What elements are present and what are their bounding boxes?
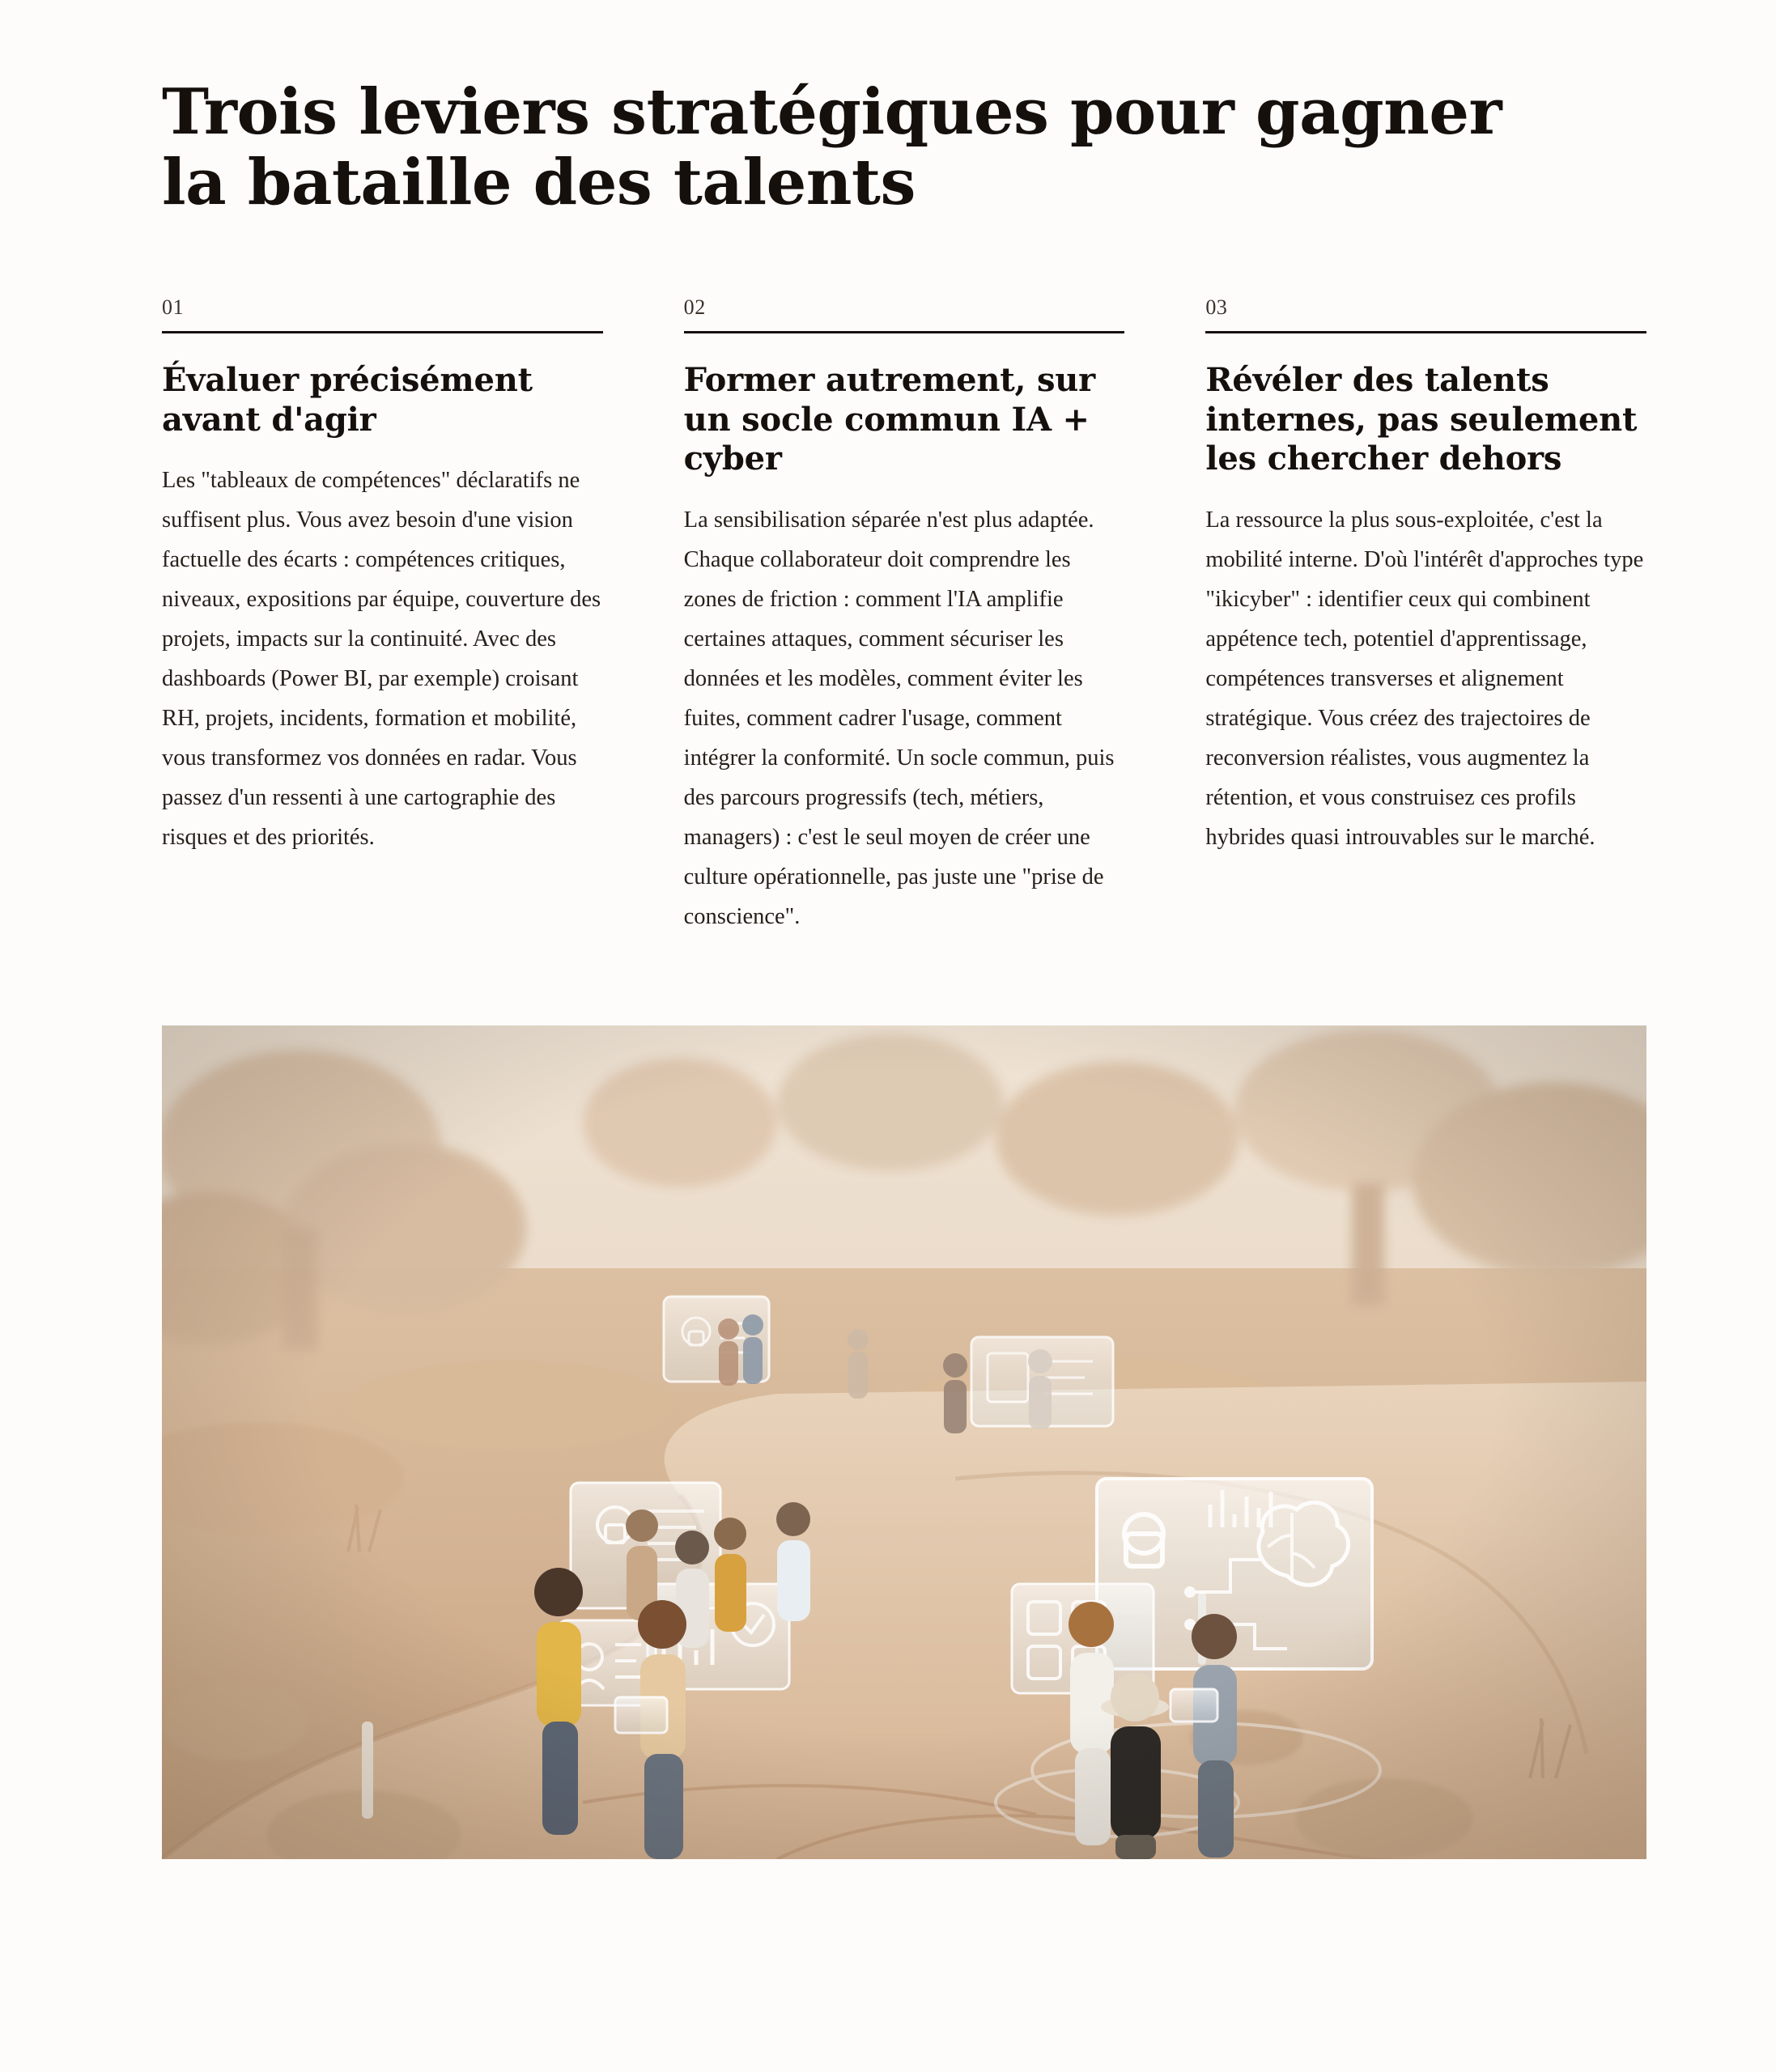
illustration-figure bbox=[162, 1025, 1646, 1859]
column-divider bbox=[684, 331, 1125, 333]
column-03 bbox=[1205, 295, 1646, 858]
three-column-layout bbox=[162, 295, 1646, 937]
column-body: La ressource la plus sous-exploitée, c'est la mobilité interne. D'où l'intérêt d'approches type "ikicyber" : identifier ceux qui combinent appétence tech, potentiel d'apprentissage, compétences transverses et alignement stratégique. Vous créez des trajectoires de reconversion réalistes, vous augmentez la rétention, et vous construisez ces profils hybrides quasi introuvables sur le marché. bbox=[1205, 507, 1644, 851]
column-01 bbox=[162, 295, 603, 858]
column-number: 03 bbox=[1205, 295, 1228, 319]
page-title: Trois leviers stratégiques pour gagner la bataille des talents bbox=[162, 75, 1502, 220]
illustration-image bbox=[162, 1025, 1646, 1859]
column-02 bbox=[684, 295, 1125, 937]
column-title: Former autrement, sur un socle commun IA + cyber bbox=[683, 360, 1096, 478]
column-number: 01 bbox=[162, 295, 185, 319]
column-divider bbox=[1205, 331, 1646, 333]
column-title: Révéler des talents internes, pas seulement les chercher dehors bbox=[1205, 360, 1638, 478]
column-divider bbox=[162, 331, 603, 333]
column-body: Les "tableaux de compétences" déclaratifs ne suffisent plus. Vous avez besoin d'une vision factuelle des écarts : compétences critiques, niveaux, expositions par équipe, couverture des projets, impacts sur la continuité. Avec des dashboards (Power BI, par exemple) croisant RH, projets, incidents, formation et mobilité, vous transformez vos données en radar. Vous passez d'un ressenti à une cartographie des risques et des priorités. bbox=[162, 468, 601, 851]
column-title: Évaluer précisément avant d'agir bbox=[162, 360, 533, 439]
column-number: 02 bbox=[683, 295, 706, 319]
column-body: La sensibilisation séparée n'est plus adaptée. Chaque collaborateur doit comprendre les zones de friction : comment l'IA amplifie certaines attaques, comment sécuriser les données et les modèles, comment éviter les fuites, comment cadrer l'usage, comment intégrer la conformité. Un socle commun, puis des parcours progressifs (tech, métiers, managers) : c'est le seul moyen de créer une culture opérationnelle, pas juste une "prise de conscience". bbox=[683, 507, 1115, 930]
